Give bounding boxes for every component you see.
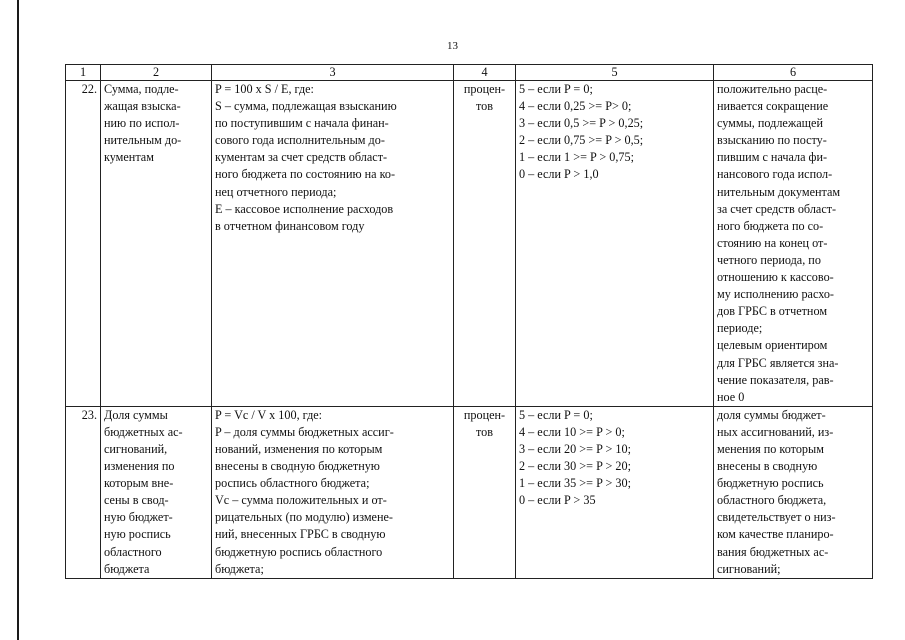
column-header: 4 <box>454 65 516 81</box>
text-line: нований, изменения по которым <box>215 441 383 456</box>
text-line: бюджетную роспись областного <box>215 544 383 559</box>
text-line: 1 – если 35 >= P > 30; <box>519 476 631 491</box>
text-line: рицательных (по модулю) измене- <box>215 510 393 525</box>
text-line: положительно расце- <box>717 82 828 96</box>
text-line: 0 – если P > 1,0 <box>519 167 599 182</box>
text-line: четного периода, по <box>717 252 821 267</box>
text-line: 5 – если P = 0; <box>519 407 593 422</box>
text-line: 0 – если P > 35 <box>519 493 596 508</box>
column-header: 1 <box>66 65 101 81</box>
scan-edge-line <box>17 0 19 640</box>
text-line: нивается сокращение <box>717 99 829 114</box>
column-header: 2 <box>101 65 212 81</box>
text-line: нец отчетного периода; <box>215 184 337 199</box>
text-line: 3 – если 20 >= P > 10; <box>519 441 631 456</box>
text-line: стоянию на конец от- <box>717 235 828 250</box>
indicator-name <box>101 406 212 578</box>
page-number: 13 <box>447 40 458 52</box>
text-line: нительным документам <box>717 184 841 199</box>
header-row <box>66 65 873 81</box>
column-header: 6 <box>714 65 873 81</box>
text-line: Vc – сумма положительных и от- <box>215 493 387 508</box>
text-line: ное 0 <box>717 389 745 404</box>
text-line: роспись областного бюджета; <box>215 476 370 491</box>
text-line: кументам за счет средств област- <box>215 150 388 165</box>
text-line: ком качестве планиро- <box>717 527 834 542</box>
unit-cell <box>454 406 516 578</box>
text-line: нию по испол- <box>104 116 180 131</box>
text-line: областного <box>104 544 162 559</box>
text-line: 2 – если 0,75 >= P > 0,5; <box>519 133 644 148</box>
text-line: S – сумма, подлежащая взысканию <box>215 99 397 114</box>
text-line: бюджетных ас- <box>104 424 183 439</box>
text-line: бюджета; <box>215 561 264 576</box>
text-line: свидетельствует о низ- <box>717 510 836 525</box>
text-line: Сумма, подле- <box>104 82 179 96</box>
text-line: сены в свод- <box>104 493 169 508</box>
text-line: областного бюджета, <box>717 493 827 508</box>
column-header: 3 <box>212 65 454 81</box>
comment-cell <box>714 81 873 407</box>
text-line: периоде; <box>717 321 763 336</box>
text-line: сигнований, <box>104 441 168 456</box>
table-row <box>66 406 873 578</box>
text-line: процен- <box>463 82 506 96</box>
score-cell <box>516 81 714 407</box>
text-line: которым вне- <box>104 476 174 491</box>
text-line: за счет средств област- <box>717 201 837 216</box>
text-line: дов ГРБС в отчетном <box>717 304 828 319</box>
text-line: суммы, подлежащей <box>717 116 823 131</box>
text-line: P = Vc / V x 100, где: <box>215 407 323 422</box>
comment-cell <box>714 406 873 578</box>
text-line: процен- <box>463 407 506 422</box>
text-line: нансового года испол- <box>717 167 833 182</box>
text-line: кументам <box>104 150 154 165</box>
unit-cell <box>454 81 516 407</box>
text-line: P – доля суммы бюджетных ассиг- <box>215 424 394 439</box>
text-line: жащая взыска- <box>104 99 181 114</box>
text-line: внесены в сводную <box>717 459 818 474</box>
text-line: отношению к кассово- <box>717 270 834 285</box>
text-line: ную бюджет- <box>104 510 173 525</box>
text-line: P = 100 x S / E, где: <box>215 82 314 96</box>
text-line: бюджетную роспись <box>717 476 824 491</box>
text-line: E – кассовое исполнение расходов <box>215 201 394 216</box>
column-header: 5 <box>516 65 714 81</box>
text-line: Доля суммы <box>104 407 168 422</box>
text-line: внесены в сводную бюджетную <box>215 459 380 474</box>
text-line: 4 – если 0,25 >= P> 0; <box>519 99 632 114</box>
text-line: ний, внесенных ГРБС в сводную <box>215 527 386 542</box>
table-row <box>66 81 873 407</box>
text-line: тов <box>475 424 493 439</box>
indicator-table <box>65 64 873 579</box>
text-line: ного бюджета по со- <box>717 218 824 233</box>
text-line: чение показателя, рав- <box>717 372 834 387</box>
text-line: 1 – если 1 >= P > 0,75; <box>519 150 634 165</box>
text-line: вания бюджетных ас- <box>717 544 829 559</box>
text-line: сигнований; <box>717 561 781 576</box>
text-line: взысканию по посту- <box>717 133 827 148</box>
text-line: менения по которым <box>717 441 824 456</box>
text-line: 3 – если 0,5 >= P > 0,25; <box>519 116 644 131</box>
formula-cell <box>212 406 454 578</box>
indicator-name <box>101 81 212 407</box>
text-line: 4 – если 10 >= P > 0; <box>519 424 625 439</box>
text-line: ную роспись <box>104 527 171 542</box>
formula-cell <box>212 81 454 407</box>
text-line: му исполнению расхо- <box>717 287 834 302</box>
row-number: 23. <box>66 406 101 578</box>
text-line: 5 – если P = 0; <box>519 82 593 96</box>
text-line: тов <box>475 99 493 114</box>
score-cell <box>516 406 714 578</box>
text-line: целевым ориентиром <box>717 338 828 353</box>
text-line: доля суммы бюджет- <box>717 407 826 422</box>
text-line: изменения по <box>104 459 175 474</box>
text-line: для ГРБС является зна- <box>717 355 839 370</box>
text-line: 2 – если 30 >= P > 20; <box>519 459 631 474</box>
text-line: пившим с начала фи- <box>717 150 828 165</box>
text-line: по поступившим с начала финан- <box>215 116 389 131</box>
text-line: ных ассигнований, из- <box>717 424 834 439</box>
text-line: в отчетном финансовом году <box>215 218 365 233</box>
text-line: нительным до- <box>104 133 182 148</box>
text-line: сового года исполнительным до- <box>215 133 385 148</box>
text-line: бюджета <box>104 561 150 576</box>
row-number: 22. <box>66 81 101 407</box>
text-line: ного бюджета по состоянию на ко- <box>215 167 396 182</box>
